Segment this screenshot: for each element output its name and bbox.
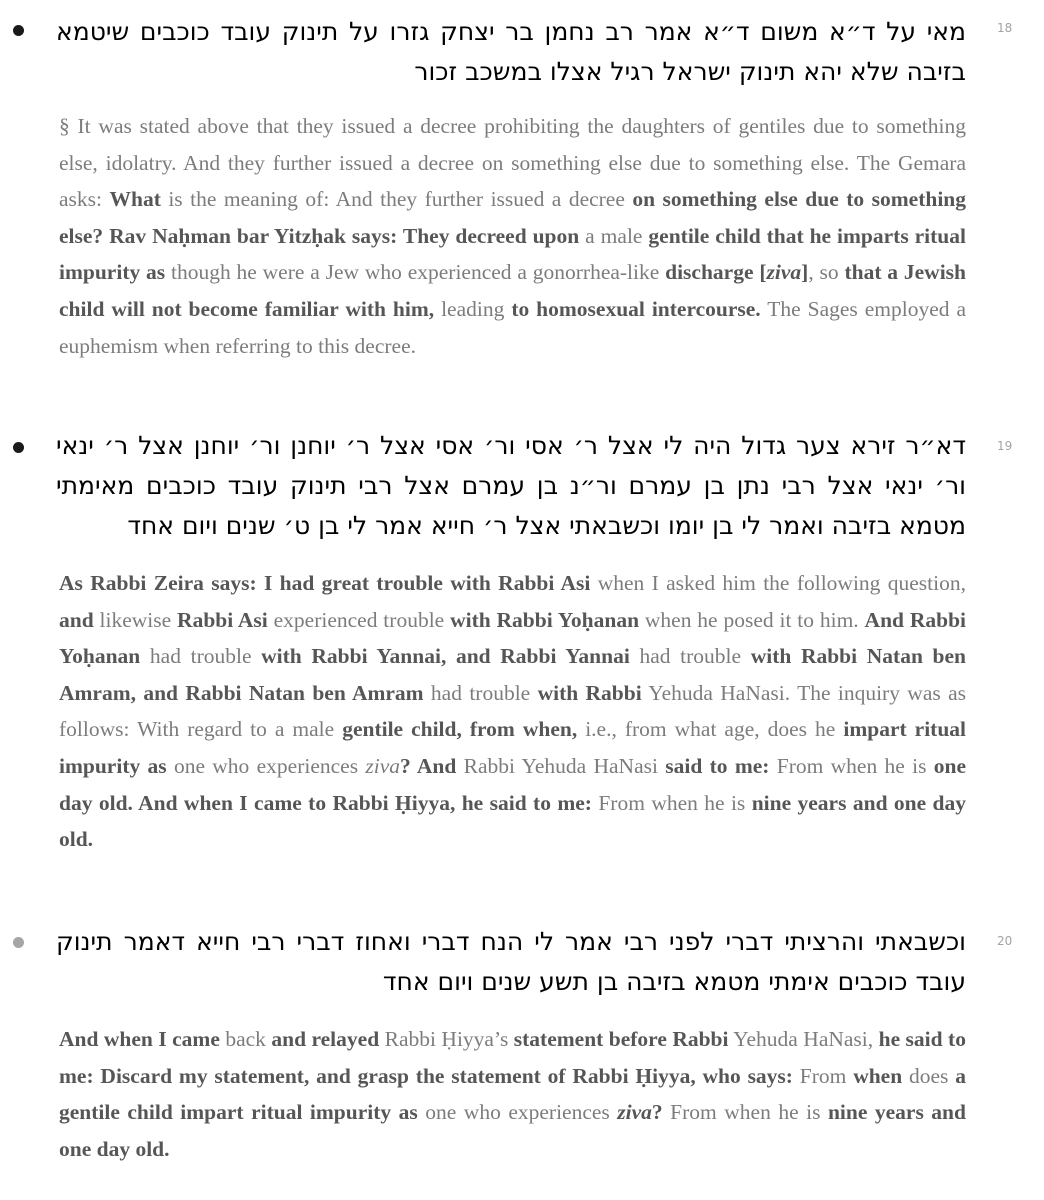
- bold-run: with Rabbi Yoḥanan: [450, 607, 640, 632]
- text-run: From when he is: [662, 1100, 828, 1125]
- text-run: is the meaning of: And they further issued a decree: [160, 187, 633, 212]
- hebrew-text: דא״ר זירא צער גדול היה לי אצל ר׳ אסי ור׳ אסי אצל ר׳ יוחנן ור׳ יוחנן אצל ר׳ ינאי ור׳ ינאי אצל רבי נתן בן עמרם ור״נ בן עמרם אצל רבי תינוק עובד כוכבים מאימתי מטמא בזיבה ואמר לי בן יומו וכשבאתי אצל ר׳ חייא אמר לי בן ט׳ שנים ויום אחד: [56, 431, 966, 540]
- segment-bullet[interactable]: [13, 25, 24, 36]
- english-translation: [59, 108, 966, 364]
- bold-run: As Rabbi Zeira says: I had great trouble with Rabbi Asi: [59, 571, 591, 595]
- bold-run: nine years and one day old.: [59, 1100, 966, 1161]
- text-run: i.e., from what age, does he: [577, 717, 844, 742]
- bold-run: and: [59, 607, 94, 632]
- bold-run: discharge [: [665, 260, 767, 285]
- bold-run: and relayed: [271, 1027, 380, 1051]
- bold-run: What: [109, 187, 161, 212]
- text-run: § It was stated above that they issued a decree prohibiting the daughters of gentiles due to something else, idolatry. And they further issued a decree on something else due to something else. The Gemara asks:: [59, 114, 966, 212]
- bold-run: said to me:: [665, 753, 770, 778]
- bold-run: Rabbi Asi: [177, 607, 268, 632]
- text-run: , so: [808, 260, 845, 285]
- bold-run: when: [853, 1063, 903, 1088]
- english-translation: [59, 565, 966, 858]
- segment-bullet[interactable]: [13, 937, 24, 948]
- bold-run: with Rabbi: [537, 680, 642, 705]
- text-run: Yehuda HaNasi. The inquiry was as follows: With regard to a male: [59, 680, 966, 742]
- bold-run: And Rabbi Yoḥanan: [59, 607, 967, 669]
- italic-run: ziva: [617, 1100, 652, 1125]
- bold-run: [767, 260, 802, 284]
- bold-run: ?: [651, 1100, 663, 1125]
- text-run: The Sages employed a euphemism when referring to this decree.: [59, 296, 966, 358]
- text-run: From when he is: [591, 790, 752, 815]
- text-run: Rabbi Ḥiyya’s: [379, 1027, 514, 1051]
- segment-number[interactable]: 18: [997, 21, 1013, 35]
- text-run: when I asked him the following question,: [590, 571, 967, 595]
- bold-run: gentile child, from when,: [342, 717, 578, 742]
- italic-run: ziva: [365, 753, 401, 778]
- bold-run: that a Jewish child will not become familiar with him,: [59, 260, 966, 321]
- bold-run: [617, 1100, 652, 1124]
- text-run: a male: [579, 223, 649, 248]
- bold-run: impart ritual impurity as: [59, 717, 967, 778]
- text-run: From: [792, 1063, 854, 1088]
- english-translation: [59, 1021, 966, 1167]
- bold-run: on something else due to something else? Rav Naḥman bar Yitzḥak says: They decreed upon: [59, 187, 967, 248]
- text-run: experienced trouble: [267, 607, 451, 632]
- text-run: does: [902, 1063, 956, 1088]
- text-run: had trouble: [423, 680, 538, 705]
- bold-run: a gentile child impart ritual impurity as: [59, 1063, 966, 1125]
- text-run: though he were a Jew who experienced a gonorrhea-like: [165, 260, 666, 285]
- text-run: had trouble: [140, 644, 262, 669]
- text-run: likewise: [93, 607, 178, 632]
- segment-number[interactable]: 19: [997, 439, 1013, 453]
- hebrew-text: מאי על ד״א משום ד״א אמר רב נחמן בר יצחק גזרו על תינוק עובד כוכבים שיטמא בזיבה שלא יהא תינוק ישראל רגיל אצלו במשכב זכור: [56, 17, 966, 86]
- text-run: Rabbi Yehuda HaNasi: [456, 753, 666, 778]
- text-run: one who experiences: [166, 753, 366, 778]
- text-run: leading: [434, 296, 512, 321]
- bold-run: one day old. And when I came to Rabbi Ḥiyya, he said to me:: [59, 753, 966, 815]
- text-run: From when he is: [769, 753, 934, 778]
- italic-run: ziva: [766, 260, 802, 285]
- text-run: had trouble: [629, 644, 751, 669]
- bold-run: with Rabbi Yannai, and Rabbi Yannai: [261, 644, 630, 669]
- bold-run: statement before Rabbi: [513, 1027, 729, 1051]
- bold-run: with Rabbi Natan ben Amram, and Rabbi Natan ben Amram: [59, 644, 966, 705]
- text-run: Yehuda HaNasi,: [728, 1027, 879, 1051]
- bold-run: to homosexual intercourse.: [511, 296, 761, 321]
- bold-run: gentile child that he imparts ritual impurity as: [59, 223, 966, 285]
- bold-run: ]: [801, 260, 809, 285]
- bold-run: ? And: [400, 753, 457, 778]
- text-run: back: [219, 1027, 272, 1051]
- bold-run: And when I came: [59, 1027, 220, 1051]
- bold-run: nine years and one day old.: [59, 790, 966, 852]
- bold-run: he said to me: Discard my statement, and grasp the statement of Rabbi Ḥiyya, who says:: [59, 1027, 966, 1088]
- segment-number[interactable]: 20: [997, 934, 1013, 948]
- segment-bullet[interactable]: [13, 442, 24, 453]
- text-run: when he posed it to him.: [639, 607, 865, 632]
- text-run: one who experiences: [417, 1100, 618, 1125]
- hebrew-text: וכשבאתי והרציתי דברי לפני רבי אמר לי הנח דברי ואחוז דברי רבי חייא דאמר תינוק עובד כוכבים אימתי מטמא בזיבה בן תשע שנים ויום אחד: [56, 927, 966, 996]
